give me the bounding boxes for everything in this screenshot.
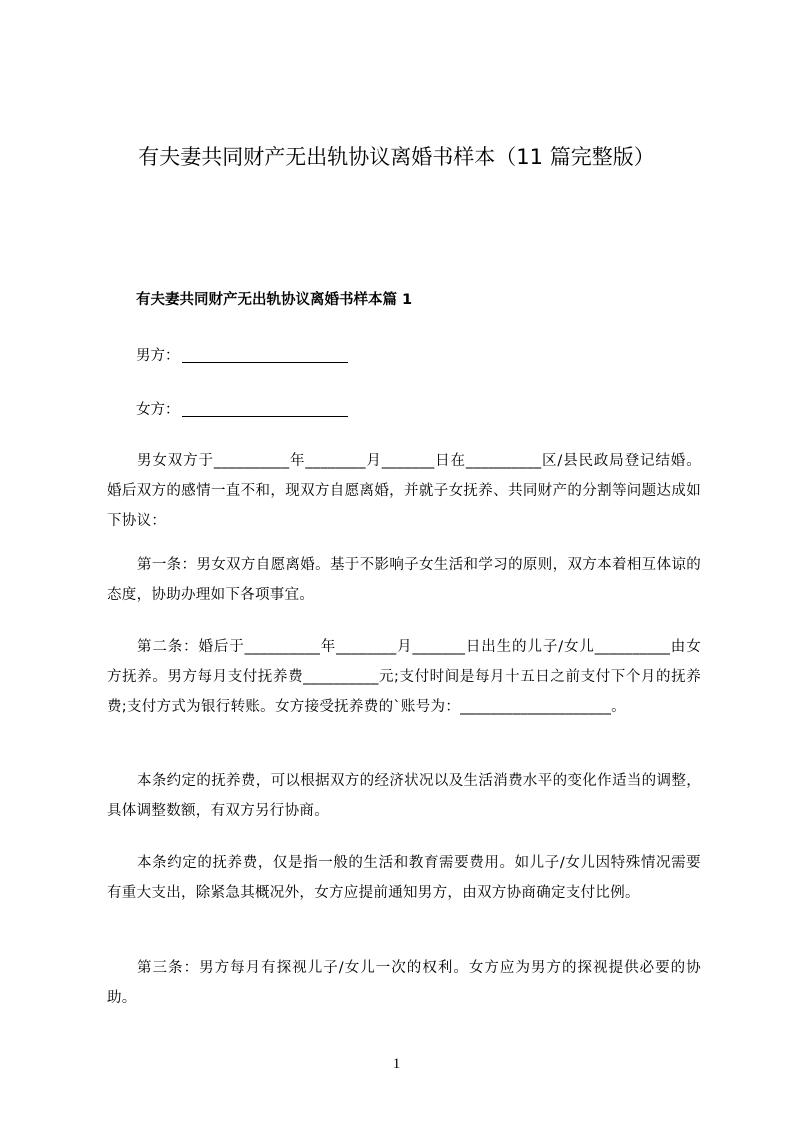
wife-blank-line [182, 400, 348, 417]
paragraph-article-3: 第三条：男方每月有探视儿子/女儿一次的权利。女方应为男方的探视提供必要的协助。 [107, 960, 701, 1006]
wife-label: 女方： [136, 402, 180, 418]
husband-blank-line [182, 346, 348, 363]
paragraph-special-expenses: 本条约定的抚养费，仅是指一般的生活和教育需要费用。如儿子/女儿因特殊情况需要有重大支出，除紧急其概况外，女方应提前通知男方，由双方协商确定支付比例。 [107, 855, 701, 901]
paragraph-article-1: 第一条：男女双方自愿离婚。基于不影响子女生活和学习的原则，双方本着相互体谅的态度，协助办理如下各项事宜。 [107, 557, 701, 603]
section-heading: 有夫妻共同财产无出轨协议离婚书样本篇 1 [136, 292, 413, 308]
paragraph-registration: 男女双方于__________年________月_______日在__________区/县民政局登记结婚。婚后双方的感情一直不和，现双方自愿离婚，并就子女抚养、共同财产的分割等问题达成如下协议： [107, 453, 701, 529]
paragraph-adjustment: 本条约定的抚养费，可以根据双方的经济状况以及生活消费水平的变化作适当的调整，具体调整数额，有双方另行协商。 [107, 773, 701, 819]
paragraph-article-2: 第二条：婚后于__________年________月_______日出生的儿子/女儿__________由女方抚养。男方每月支付抚养费__________元;支付时间是每月十五日之前支付下个月的抚养费;支付方式为银行转账。女方接受抚养费的`账号为：____________________。 [107, 639, 701, 715]
husband-label: 男方： [136, 348, 180, 364]
document-title: 有夫妻共同财产无出轨协议离婚书样本（11 篇完整版） [138, 145, 655, 169]
wife-field [136, 399, 348, 421]
husband-field [136, 345, 348, 367]
page-number: 1 [392, 1056, 401, 1072]
